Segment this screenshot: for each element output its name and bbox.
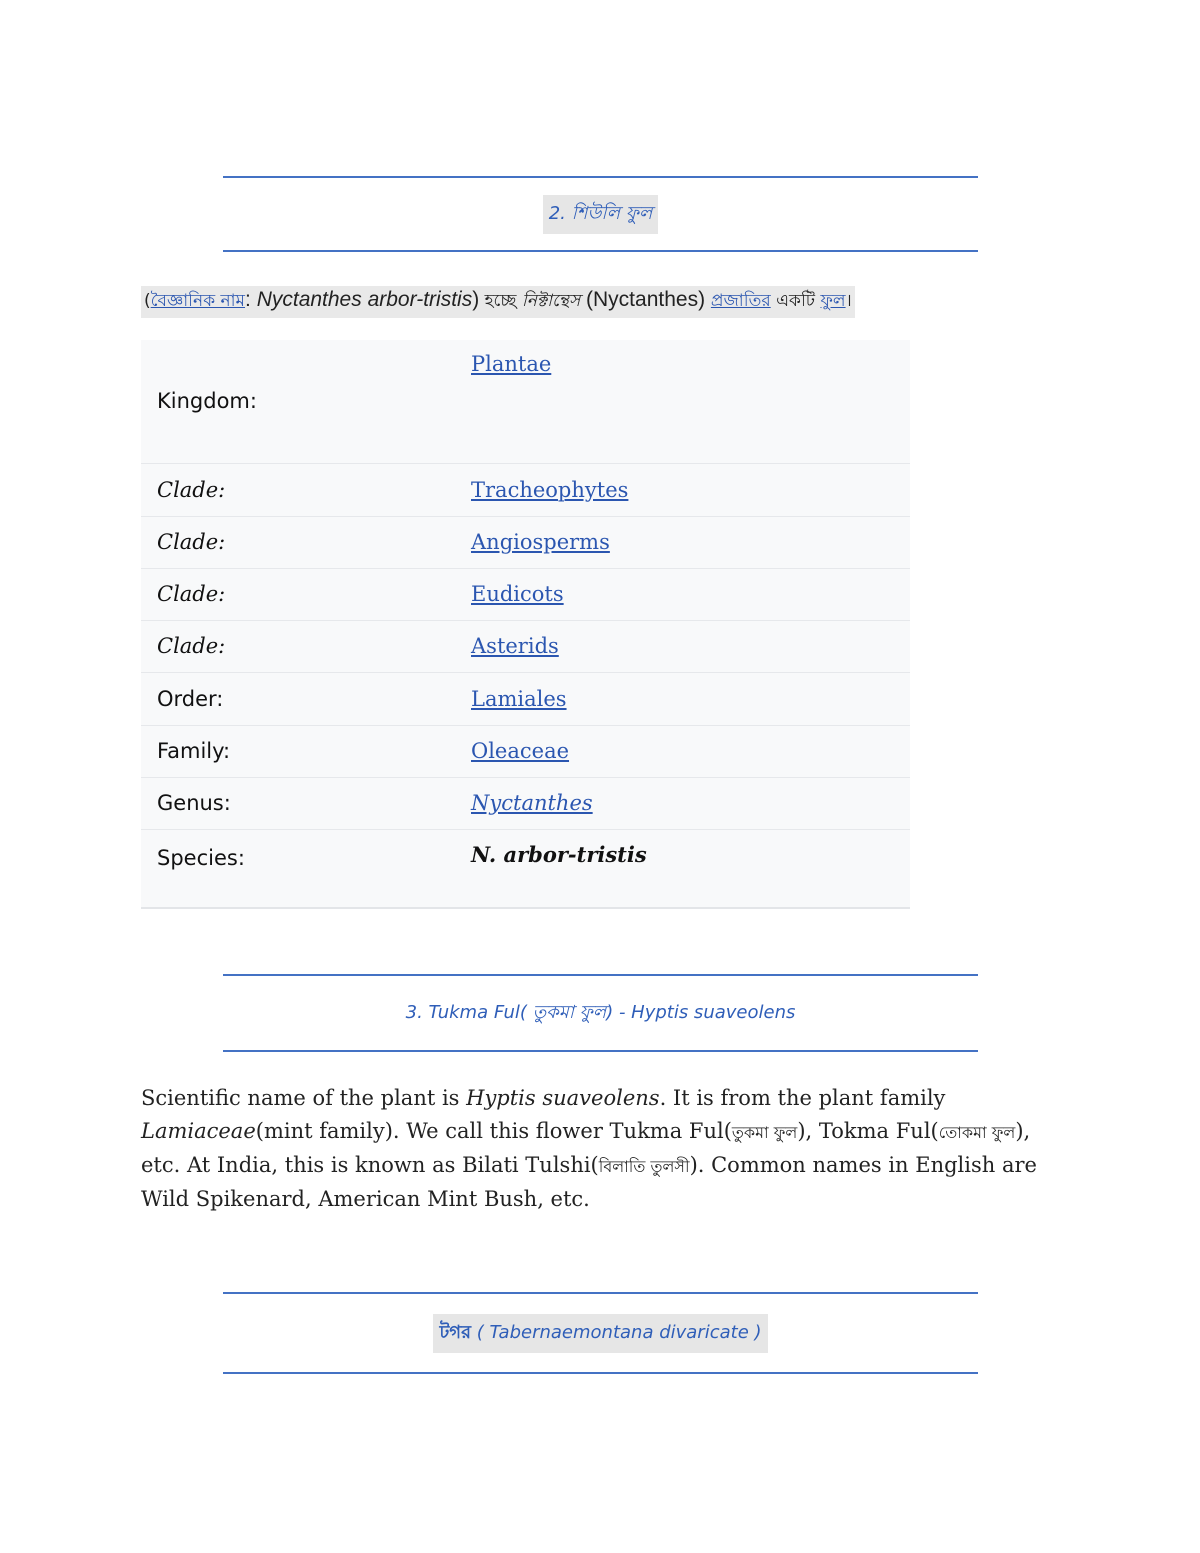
- taxon-link-angiosperms[interactable]: Angiosperms: [471, 530, 610, 554]
- intro-one: একটি: [770, 291, 821, 311]
- intro-paren-close: ): [472, 288, 480, 311]
- species-link[interactable]: প্রজাতির: [710, 291, 771, 311]
- rank-label: Species:: [141, 829, 455, 908]
- taxonomy-row: [141, 672, 910, 725]
- taxonomy-row: [141, 516, 910, 568]
- rank-label: Kingdom:: [157, 389, 257, 414]
- taxonomy-row-species: [141, 829, 910, 908]
- taxonomy-row-kingdom: [141, 340, 910, 463]
- paragraph-text: (mint family). We call this flower Tukma Ful(: [255, 1119, 732, 1143]
- taxon-link-lamiales[interactable]: Lamiales: [471, 686, 567, 711]
- rank-label: Clade:: [141, 620, 455, 672]
- paragraph-text: ), etc. At India, this is known as Bilati Tulshi(: [141, 1119, 1031, 1177]
- flower-link[interactable]: ফুল: [820, 291, 846, 311]
- rank-label: Clade:: [141, 568, 455, 620]
- taxonomy-table: [141, 340, 910, 909]
- heading-text: 2. শিউলি ফুল: [543, 195, 659, 234]
- species-name: N. arbor-tristis: [471, 841, 647, 867]
- bengali-name: বিলাতি তুলসী: [598, 1157, 690, 1176]
- taxon-link-tracheophytes[interactable]: Tracheophytes: [471, 477, 629, 502]
- section-heading-tukma: [223, 974, 978, 1052]
- taxon-link-eudicots[interactable]: Eudicots: [471, 582, 564, 606]
- heading-bengali: টগর: [439, 1321, 471, 1343]
- intro-end-mark: ।: [845, 291, 852, 311]
- heading-latin: ( Tabernaemontana divaricate ): [470, 1321, 762, 1343]
- taxon-link-oleaceae[interactable]: Oleaceae: [471, 739, 570, 763]
- section-heading-togor: [223, 1292, 978, 1374]
- taxonomy-row: [141, 568, 910, 620]
- rank-label: Clade:: [141, 516, 455, 568]
- intro-paren: (: [144, 291, 151, 311]
- paragraph-text: Scientific name of the plant is: [141, 1086, 467, 1110]
- intro-colon: :: [245, 288, 257, 311]
- scientific-name-link[interactable]: বৈজ্ঞানিক নাম: [150, 291, 246, 311]
- taxon-link-plantae[interactable]: Plantae: [471, 352, 552, 376]
- paragraph-text: ). Common names in English are Wild Spikenard, American Mint Bush, etc.: [141, 1153, 1037, 1211]
- bengali-name: তোকমা ফুল: [938, 1123, 1016, 1142]
- paragraph-text: ), Tokma Ful(: [797, 1119, 939, 1143]
- taxonomy-row: [141, 725, 910, 777]
- taxon-link-nyctanthes[interactable]: Nyctanthes: [471, 791, 593, 815]
- rank-label: Family:: [141, 725, 455, 777]
- intro-sentence: [141, 286, 855, 318]
- taxonomy-row: [141, 620, 910, 672]
- rank-label: Genus:: [141, 777, 455, 829]
- heading-text: 3. Tukma Ful( তুকমা ফুল) - Hyptis suaveolens: [405, 1001, 796, 1023]
- genus-bengali: নিক্টান্থেস: [521, 291, 581, 311]
- rank-label: Order:: [141, 672, 455, 725]
- taxonomy-row: [141, 777, 910, 829]
- intro-is: হচ্ছে: [479, 291, 522, 311]
- rank-label: Clade:: [141, 463, 455, 516]
- tukma-paragraph: [141, 1082, 1051, 1216]
- heading-text: [433, 1314, 767, 1353]
- taxonomy-row: [141, 463, 910, 516]
- paragraph-text: . It is from the plant family: [659, 1086, 946, 1110]
- scientific-name: Nyctanthes arbor-tristis: [256, 288, 473, 311]
- family-italic: Lamiaceae: [141, 1119, 256, 1143]
- bengali-name: তুকমা ফুল: [731, 1123, 798, 1142]
- taxon-link-asterids[interactable]: Asterids: [471, 634, 559, 658]
- section-heading-shiuli: [223, 176, 978, 252]
- species-italic: Hyptis suaveolens: [466, 1086, 660, 1110]
- genus-latin: (Nyctanthes): [580, 288, 711, 311]
